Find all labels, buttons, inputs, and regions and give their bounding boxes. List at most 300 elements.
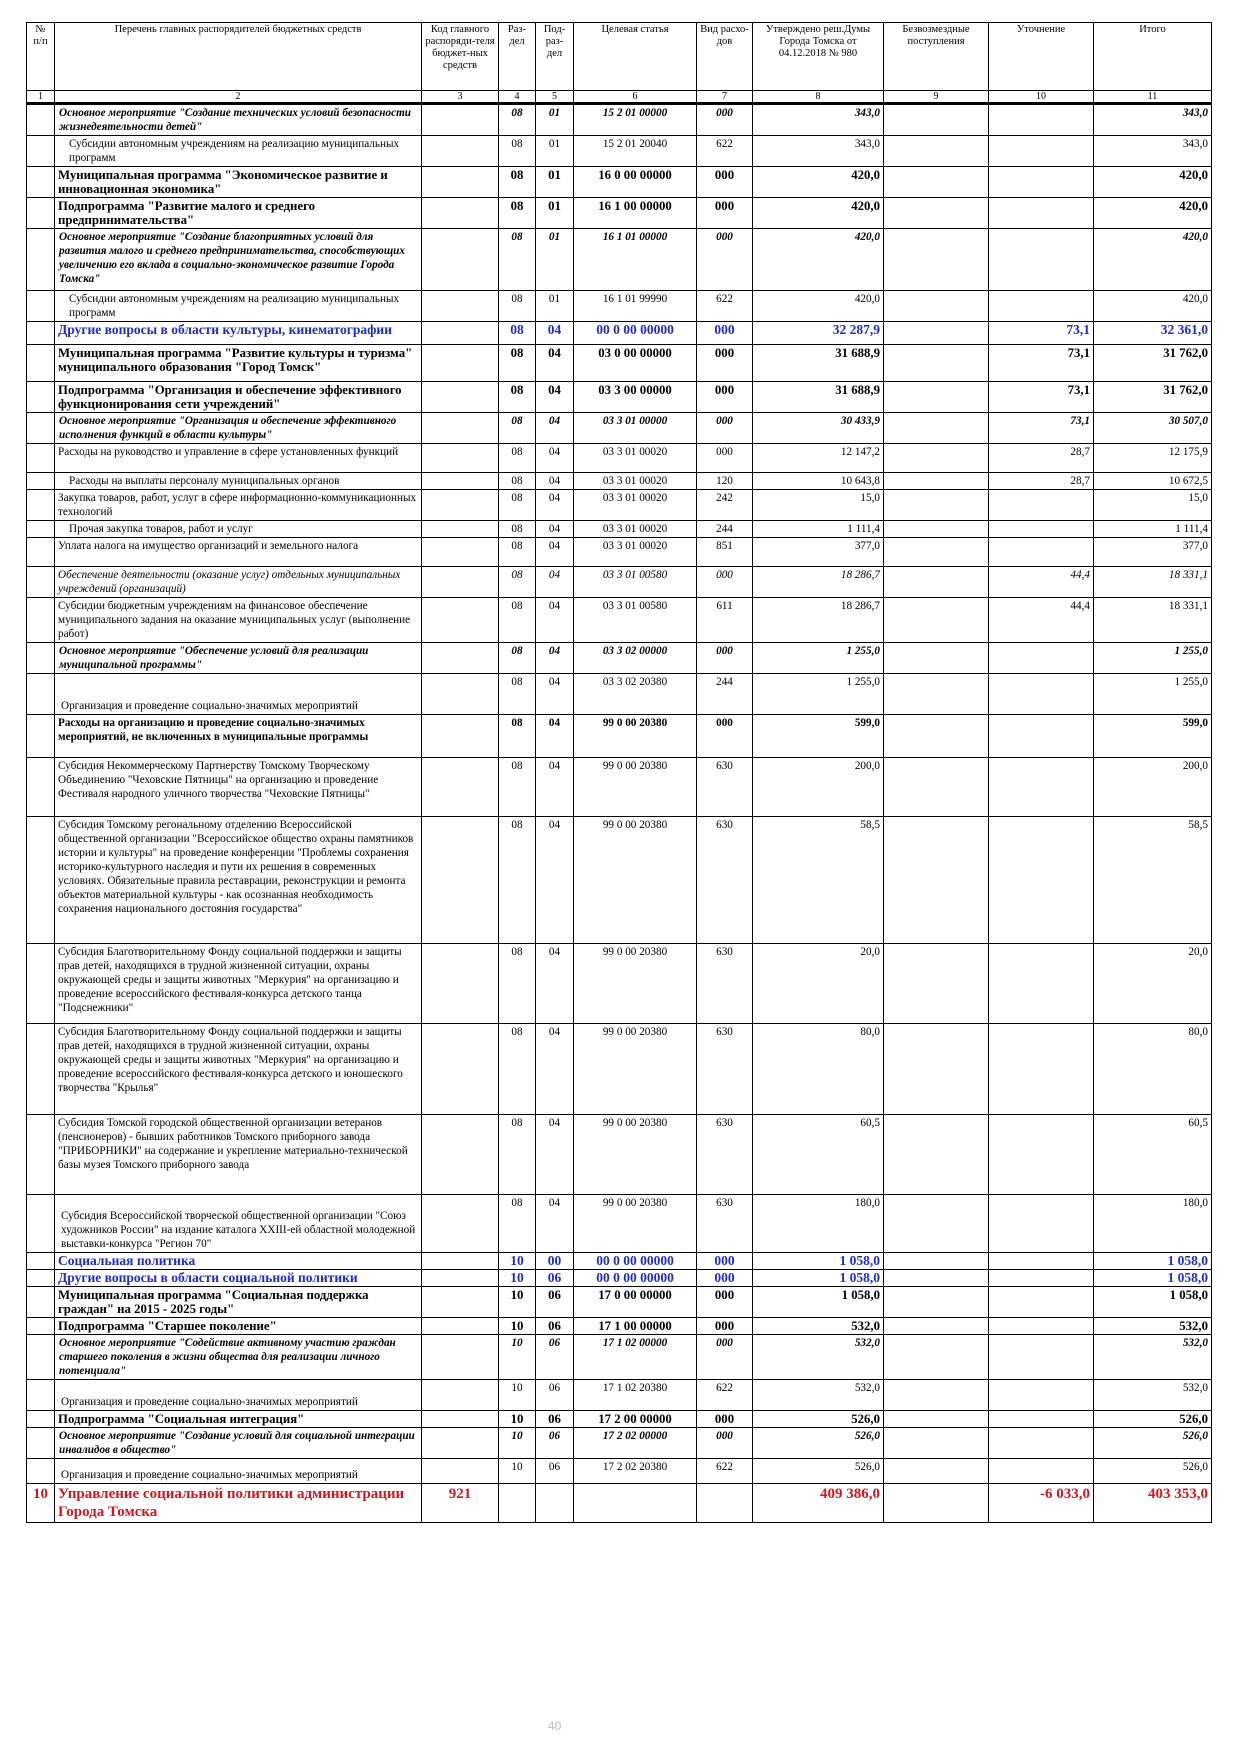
row-razdel: 08 <box>499 490 536 521</box>
row-podrazdel: 06 <box>536 1335 574 1380</box>
row-number <box>27 322 55 345</box>
row-target-article: 03 3 01 00580 <box>574 598 697 643</box>
row-expense-type: 630 <box>697 817 753 944</box>
row-expense-type: 242 <box>697 490 753 521</box>
row-adjustment <box>989 104 1094 136</box>
row-name: Основное мероприятие "Создание технических условий безопасности жизнедеятельности детей" <box>55 104 422 136</box>
row-gratuitous <box>884 1270 989 1287</box>
row-approved: 20,0 <box>753 944 884 1024</box>
row-name: Подпрограмма "Организация и обеспечение эффективного функционирования сети учреждений" <box>55 382 422 413</box>
row-adjustment <box>989 490 1094 521</box>
row-name: Подпрограмма "Социальная интеграция" <box>55 1411 422 1428</box>
row-gratuitous <box>884 674 989 715</box>
row-name: Подпрограмма "Старшее поколение" <box>55 1318 422 1335</box>
row-approved: 420,0 <box>753 167 884 198</box>
row-code <box>422 490 499 521</box>
row-gratuitous <box>884 643 989 674</box>
row-total: 420,0 <box>1094 291 1212 322</box>
row-code <box>422 1024 499 1115</box>
row-adjustment <box>989 167 1094 198</box>
row-target-article: 99 0 00 20380 <box>574 1195 697 1253</box>
row-adjustment: 73,1 <box>989 382 1094 413</box>
row-gratuitous <box>884 1115 989 1195</box>
row-gratuitous <box>884 291 989 322</box>
row-name: Управление социальной политики администрации Города Томска <box>55 1484 422 1523</box>
row-number <box>27 538 55 567</box>
row-razdel: 08 <box>499 643 536 674</box>
row-target-article: 17 2 00 00000 <box>574 1411 697 1428</box>
row-gratuitous <box>884 715 989 758</box>
row-adjustment <box>989 1459 1094 1484</box>
row-adjustment <box>989 1270 1094 1287</box>
table-row <box>27 538 1212 567</box>
row-gratuitous <box>884 1484 989 1523</box>
row-expense-type: 000 <box>697 1253 753 1270</box>
row-adjustment <box>989 1024 1094 1115</box>
row-adjustment <box>989 674 1094 715</box>
row-expense-type: 244 <box>697 521 753 538</box>
row-gratuitous <box>884 104 989 136</box>
header-total: Итого <box>1094 23 1212 91</box>
row-target-article: 99 0 00 20380 <box>574 1024 697 1115</box>
row-code: 921 <box>422 1484 499 1523</box>
row-total: 403 353,0 <box>1094 1484 1212 1523</box>
row-podrazdel: 04 <box>536 1115 574 1195</box>
row-expense-type <box>697 1484 753 1523</box>
row-adjustment <box>989 1318 1094 1335</box>
row-podrazdel: 01 <box>536 136 574 167</box>
row-code <box>422 1380 499 1411</box>
row-adjustment <box>989 1287 1094 1318</box>
row-name: Уплата налога на имущество организаций и земельного налога <box>55 538 422 567</box>
row-number <box>27 674 55 715</box>
row-name: Основное мероприятие "Создание благоприятных условий для развития малого и среднего предпринимательства, способствующих увеличению его вклада в социально-экономическое развитие Города Томска" <box>55 229 422 291</box>
row-approved: 526,0 <box>753 1428 884 1459</box>
row-approved: 532,0 <box>753 1318 884 1335</box>
table-row <box>27 598 1212 643</box>
row-name: Другие вопросы в области социальной политики <box>55 1270 422 1287</box>
row-total: 180,0 <box>1094 1195 1212 1253</box>
row-number <box>27 567 55 598</box>
row-gratuitous <box>884 229 989 291</box>
row-approved: 377,0 <box>753 538 884 567</box>
row-approved: 18 286,7 <box>753 598 884 643</box>
row-total: 343,0 <box>1094 104 1212 136</box>
row-approved: 1 058,0 <box>753 1287 884 1318</box>
header-podrazdel: Под-раз-дел <box>536 23 574 91</box>
row-name: Субсидия Благотворительному Фонду социальной поддержки и защиты прав детей, находящихся в трудной жизненной ситуации, охраны окружающей среды и защиты животных "Меркурия" на организацию и проведение всероссийского фестиваля-конкурса детского танца "Подснежники" <box>55 944 422 1024</box>
row-approved: 1 255,0 <box>753 674 884 715</box>
row-code <box>422 229 499 291</box>
row-name: Муниципальная программа "Экономическое развитие и инновационная экономика" <box>55 167 422 198</box>
row-total: 10 672,5 <box>1094 473 1212 490</box>
row-expense-type: 000 <box>697 413 753 444</box>
header-name: Перечень главных распорядителей бюджетных средств <box>55 23 422 91</box>
row-gratuitous <box>884 1195 989 1253</box>
table-row <box>27 136 1212 167</box>
row-code <box>422 1411 499 1428</box>
row-target-article: 17 1 00 00000 <box>574 1318 697 1335</box>
row-adjustment <box>989 1380 1094 1411</box>
row-adjustment <box>989 521 1094 538</box>
row-razdel: 08 <box>499 198 536 229</box>
row-gratuitous <box>884 521 989 538</box>
column-number: 8 <box>753 91 884 104</box>
row-expense-type: 000 <box>697 104 753 136</box>
row-name: Организация и проведение социально-значимых мероприятий <box>55 1459 422 1484</box>
row-gratuitous <box>884 1024 989 1115</box>
row-podrazdel: 04 <box>536 345 574 382</box>
row-adjustment <box>989 643 1094 674</box>
row-target-article: 00 0 00 00000 <box>574 322 697 345</box>
table-row <box>27 521 1212 538</box>
row-total: 18 331,1 <box>1094 598 1212 643</box>
row-podrazdel <box>536 1484 574 1523</box>
row-adjustment: -6 033,0 <box>989 1484 1094 1523</box>
row-expense-type: 000 <box>697 567 753 598</box>
row-podrazdel: 06 <box>536 1459 574 1484</box>
row-name: Муниципальная программа "Социальная поддержка граждан" на 2015 - 2025 годы" <box>55 1287 422 1318</box>
row-code <box>422 473 499 490</box>
table-row <box>27 1253 1212 1270</box>
row-total: 1 111,4 <box>1094 521 1212 538</box>
row-podrazdel: 01 <box>536 104 574 136</box>
row-gratuitous <box>884 758 989 817</box>
table-row <box>27 817 1212 944</box>
table-row <box>27 643 1212 674</box>
row-approved: 60,5 <box>753 1115 884 1195</box>
row-gratuitous <box>884 167 989 198</box>
row-approved: 10 643,8 <box>753 473 884 490</box>
row-podrazdel: 04 <box>536 944 574 1024</box>
row-total: 1 255,0 <box>1094 674 1212 715</box>
row-name: Расходы на организацию и проведение социально-значимых мероприятий, не включенных в муниципальные программы <box>55 715 422 758</box>
row-approved: 31 688,9 <box>753 345 884 382</box>
row-name: Организация и проведение социально-значимых мероприятий <box>55 674 422 715</box>
row-code <box>422 643 499 674</box>
row-gratuitous <box>884 1380 989 1411</box>
row-target-article: 03 3 01 00000 <box>574 413 697 444</box>
table-row <box>27 944 1212 1024</box>
table-row <box>27 1484 1212 1523</box>
table-row <box>27 758 1212 817</box>
row-name: Субсидия Томскому регональному отделению Всероссийской общественной организации "Всероссийское общество охраны памятников истории и культуры" на проведение конференции "Проблемы сохранения историко-культурного наследия и пути их решения в современных условиях. Обязательные правила реставрации, реконструкции и ремонта объектов материальной культуры - как осознанная необходимость сохранения национального достояния государства" <box>55 817 422 944</box>
row-target-article: 03 3 01 00020 <box>574 444 697 473</box>
row-approved: 420,0 <box>753 198 884 229</box>
row-target-article: 99 0 00 20380 <box>574 817 697 944</box>
table-row <box>27 1318 1212 1335</box>
row-adjustment: 28,7 <box>989 444 1094 473</box>
column-number-row <box>27 91 1212 104</box>
row-total: 1 058,0 <box>1094 1270 1212 1287</box>
row-gratuitous <box>884 1318 989 1335</box>
row-total: 526,0 <box>1094 1428 1212 1459</box>
row-total: 1 255,0 <box>1094 643 1212 674</box>
row-code <box>422 1318 499 1335</box>
row-name: Подпрограмма "Развитие малого и среднего предпринимательства" <box>55 198 422 229</box>
row-number <box>27 598 55 643</box>
row-approved: 1 058,0 <box>753 1253 884 1270</box>
row-total: 60,5 <box>1094 1115 1212 1195</box>
header-gratuitous: Безвозмездные поступления <box>884 23 989 91</box>
row-code <box>422 817 499 944</box>
row-target-article: 17 0 00 00000 <box>574 1287 697 1318</box>
row-expense-type: 622 <box>697 291 753 322</box>
row-code <box>422 598 499 643</box>
row-number <box>27 758 55 817</box>
row-number <box>27 817 55 944</box>
row-razdel: 10 <box>499 1318 536 1335</box>
row-razdel: 08 <box>499 291 536 322</box>
row-razdel: 10 <box>499 1428 536 1459</box>
row-target-article: 99 0 00 20380 <box>574 715 697 758</box>
row-expense-type: 000 <box>697 444 753 473</box>
row-number <box>27 643 55 674</box>
row-approved: 80,0 <box>753 1024 884 1115</box>
row-number <box>27 444 55 473</box>
row-code <box>422 136 499 167</box>
row-razdel: 08 <box>499 944 536 1024</box>
row-podrazdel: 04 <box>536 1024 574 1115</box>
row-approved: 18 286,7 <box>753 567 884 598</box>
row-gratuitous <box>884 598 989 643</box>
row-code <box>422 1115 499 1195</box>
row-total: 420,0 <box>1094 167 1212 198</box>
row-podrazdel: 06 <box>536 1287 574 1318</box>
row-razdel: 08 <box>499 136 536 167</box>
row-name: Расходы на выплаты персоналу муниципальных органов <box>55 473 422 490</box>
header-adjustment: Уточнение <box>989 23 1094 91</box>
row-razdel: 10 <box>499 1270 536 1287</box>
row-code <box>422 382 499 413</box>
row-total: 12 175,9 <box>1094 444 1212 473</box>
row-number <box>27 1459 55 1484</box>
row-expense-type: 611 <box>697 598 753 643</box>
row-razdel: 10 <box>499 1380 536 1411</box>
row-adjustment <box>989 1428 1094 1459</box>
row-number <box>27 490 55 521</box>
row-target-article: 99 0 00 20380 <box>574 944 697 1024</box>
row-target-article: 99 0 00 20380 <box>574 1115 697 1195</box>
row-adjustment: 73,1 <box>989 322 1094 345</box>
row-razdel: 08 <box>499 382 536 413</box>
row-approved: 1 111,4 <box>753 521 884 538</box>
column-number: 10 <box>989 91 1094 104</box>
row-expense-type: 000 <box>697 345 753 382</box>
row-target-article: 15 2 01 00000 <box>574 104 697 136</box>
table-row <box>27 1270 1212 1287</box>
row-name: Основное мероприятие "Организация и обеспечение эффективного исполнения функций в области культуры" <box>55 413 422 444</box>
row-adjustment <box>989 1335 1094 1380</box>
row-razdel: 08 <box>499 538 536 567</box>
budget-table-sheet <box>26 22 1211 1523</box>
row-expense-type: 000 <box>697 643 753 674</box>
row-razdel: 10 <box>499 1287 536 1318</box>
row-name: Субсидия Всероссийской творческой общественной организации "Союз художников России" на издание каталога XXIII-ей областной молодежной выставки-конкурса "Регион 70" <box>55 1195 422 1253</box>
row-total: 30 507,0 <box>1094 413 1212 444</box>
row-adjustment: 73,1 <box>989 345 1094 382</box>
row-code <box>422 521 499 538</box>
row-expense-type: 000 <box>697 1287 753 1318</box>
row-target-article: 17 1 02 00000 <box>574 1335 697 1380</box>
row-gratuitous <box>884 322 989 345</box>
row-gratuitous <box>884 1459 989 1484</box>
row-expense-type: 000 <box>697 1318 753 1335</box>
row-name: Субсидия Благотворительному Фонду социальной поддержки и защиты прав детей, находящихся в трудной жизненной ситуации, охраны окружающей среды и защиты животных "Меркурия" на организацию и проведение всероссийского фестиваля-конкурса детского и юношеского творчества "Крылья" <box>55 1024 422 1115</box>
row-expense-type: 000 <box>697 1270 753 1287</box>
row-adjustment <box>989 944 1094 1024</box>
row-number <box>27 382 55 413</box>
row-razdel: 08 <box>499 345 536 382</box>
row-adjustment: 73,1 <box>989 413 1094 444</box>
row-podrazdel: 04 <box>536 715 574 758</box>
table-row <box>27 1287 1212 1318</box>
row-number <box>27 198 55 229</box>
row-adjustment <box>989 291 1094 322</box>
row-expense-type: 000 <box>697 229 753 291</box>
row-name: Основное мероприятие "Создание условий для социальной интеграции инвалидов в общество" <box>55 1428 422 1459</box>
row-target-article: 17 2 02 20380 <box>574 1459 697 1484</box>
row-podrazdel: 04 <box>536 598 574 643</box>
row-number <box>27 104 55 136</box>
table-row <box>27 444 1212 473</box>
row-podrazdel: 04 <box>536 758 574 817</box>
row-code <box>422 413 499 444</box>
row-approved: 1 255,0 <box>753 643 884 674</box>
table-row <box>27 1024 1212 1115</box>
row-approved: 200,0 <box>753 758 884 817</box>
row-code <box>422 322 499 345</box>
row-name: Субсидии автономным учреждениям на реализацию муниципальных программ <box>55 291 422 322</box>
row-number <box>27 1115 55 1195</box>
row-code <box>422 1287 499 1318</box>
row-expense-type: 630 <box>697 1024 753 1115</box>
row-total: 343,0 <box>1094 136 1212 167</box>
row-total: 15,0 <box>1094 490 1212 521</box>
column-number: 7 <box>697 91 753 104</box>
row-podrazdel: 06 <box>536 1270 574 1287</box>
row-razdel: 08 <box>499 817 536 944</box>
row-razdel: 08 <box>499 104 536 136</box>
row-target-article: 03 3 01 00020 <box>574 490 697 521</box>
row-code <box>422 291 499 322</box>
row-number <box>27 1195 55 1253</box>
row-approved: 32 287,9 <box>753 322 884 345</box>
row-adjustment <box>989 229 1094 291</box>
row-razdel: 08 <box>499 473 536 490</box>
row-target-article <box>574 1484 697 1523</box>
row-target-article: 16 1 01 99990 <box>574 291 697 322</box>
row-number <box>27 1024 55 1115</box>
row-target-article: 03 3 02 20380 <box>574 674 697 715</box>
row-approved: 526,0 <box>753 1411 884 1428</box>
row-code <box>422 167 499 198</box>
column-number: 6 <box>574 91 697 104</box>
row-gratuitous <box>884 944 989 1024</box>
row-gratuitous <box>884 1253 989 1270</box>
row-target-article: 17 1 02 20380 <box>574 1380 697 1411</box>
budget-table <box>26 22 1212 1523</box>
row-adjustment <box>989 1411 1094 1428</box>
row-target-article: 03 3 00 00000 <box>574 382 697 413</box>
row-target-article: 03 3 01 00020 <box>574 521 697 538</box>
table-row <box>27 715 1212 758</box>
row-razdel: 08 <box>499 598 536 643</box>
row-expense-type: 000 <box>697 382 753 413</box>
row-expense-type: 622 <box>697 1380 753 1411</box>
row-podrazdel: 04 <box>536 444 574 473</box>
row-expense-type: 630 <box>697 1195 753 1253</box>
row-podrazdel: 04 <box>536 413 574 444</box>
table-row <box>27 473 1212 490</box>
row-number <box>27 521 55 538</box>
row-expense-type: 244 <box>697 674 753 715</box>
row-number <box>27 413 55 444</box>
row-adjustment: 44,4 <box>989 598 1094 643</box>
table-row <box>27 490 1212 521</box>
row-razdel: 08 <box>499 674 536 715</box>
row-adjustment: 44,4 <box>989 567 1094 598</box>
row-expense-type: 630 <box>697 1115 753 1195</box>
row-podrazdel: 04 <box>536 1195 574 1253</box>
table-row <box>27 291 1212 322</box>
row-name: Другие вопросы в области культуры, кинематографии <box>55 322 422 345</box>
row-approved: 532,0 <box>753 1335 884 1380</box>
row-number <box>27 1318 55 1335</box>
row-code <box>422 567 499 598</box>
row-adjustment <box>989 1115 1094 1195</box>
row-total: 58,5 <box>1094 817 1212 944</box>
row-expense-type: 000 <box>697 715 753 758</box>
row-gratuitous <box>884 444 989 473</box>
row-name: Субсидии автономным учреждениям на реализацию муниципальных программ <box>55 136 422 167</box>
row-approved: 1 058,0 <box>753 1270 884 1287</box>
table-row <box>27 413 1212 444</box>
row-target-article: 03 3 01 00020 <box>574 473 697 490</box>
row-podrazdel: 01 <box>536 198 574 229</box>
row-razdel: 08 <box>499 567 536 598</box>
row-total: 377,0 <box>1094 538 1212 567</box>
row-target-article: 16 1 00 00000 <box>574 198 697 229</box>
table-row <box>27 167 1212 198</box>
row-number <box>27 167 55 198</box>
row-expense-type: 000 <box>697 198 753 229</box>
row-gratuitous <box>884 1335 989 1380</box>
column-number: 2 <box>55 91 422 104</box>
page-number: 40 <box>548 1719 562 1733</box>
row-gratuitous <box>884 817 989 944</box>
row-approved: 58,5 <box>753 817 884 944</box>
row-adjustment <box>989 758 1094 817</box>
row-approved: 12 147,2 <box>753 444 884 473</box>
row-expense-type: 000 <box>697 167 753 198</box>
row-total: 31 762,0 <box>1094 382 1212 413</box>
row-approved: 15,0 <box>753 490 884 521</box>
row-approved: 420,0 <box>753 229 884 291</box>
table-row <box>27 1115 1212 1195</box>
table-row <box>27 1380 1212 1411</box>
row-total: 200,0 <box>1094 758 1212 817</box>
row-razdel: 10 <box>499 1459 536 1484</box>
table-row <box>27 1411 1212 1428</box>
row-gratuitous <box>884 1428 989 1459</box>
row-approved: 420,0 <box>753 291 884 322</box>
row-gratuitous <box>884 136 989 167</box>
row-adjustment <box>989 538 1094 567</box>
row-total: 599,0 <box>1094 715 1212 758</box>
row-razdel: 08 <box>499 229 536 291</box>
row-expense-type: 622 <box>697 136 753 167</box>
